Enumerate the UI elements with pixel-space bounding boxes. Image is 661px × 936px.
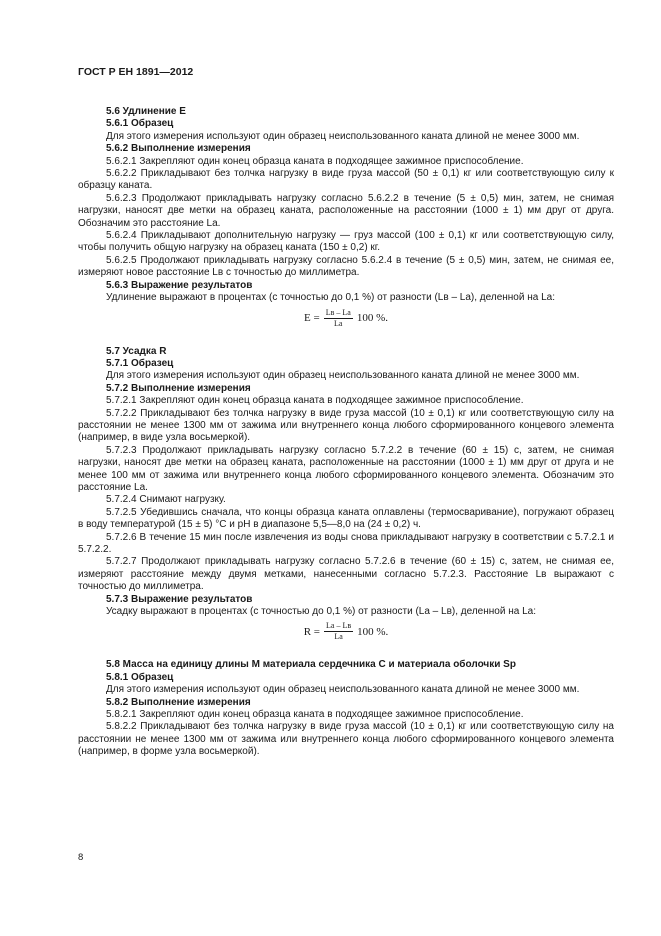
formula-tail: 100 %. — [356, 311, 388, 324]
subsection-heading: 5.6.1 Образец — [106, 118, 174, 130]
paragraph: 5.7.2.1 Закрепляют один конец образца каната в подходящее зажимное приспособление. — [106, 395, 524, 407]
formula-denominator: Lа — [334, 632, 343, 642]
paragraph: Для этого измерения используют один образец неиспользованного каната длиной не менее 3000 мм. — [106, 370, 580, 382]
document-body — [78, 94, 614, 759]
paragraph: 5.6.2.1 Закрепляют один конец образца каната в подходящее зажимное приспособление. — [106, 155, 524, 167]
paragraph: 5.6.2.4 Прикладывают дополнительную нагрузку — груз массой (100 ± 0,1) кг или соответствующую силу, чтобы получить общую нагрузку на образец каната (150 ± 0,2) кг. — [78, 230, 614, 254]
subsection-heading: 5.6.3 Выражение результатов — [106, 279, 253, 291]
formula-fraction — [324, 621, 353, 642]
paragraph: 5.7.2.7 Продолжают прикладывать нагрузку согласно 5.7.2.6 в течение (60 ± 15) с, затем, не снимая ее, измеряют расстояние между двумя метками, нанесенными согласно 5.7.2.3. Расстояние Lв выражают с точностью до миллиметра. — [78, 556, 614, 593]
formula-numerator: Lв – Lа — [325, 307, 351, 317]
formula — [78, 621, 614, 647]
paragraph: 5.6.2.2 Прикладывают без толчка нагрузку в виде груза массой (50 ± 0,1) кг или соответствующую силу к образцу каната. — [78, 168, 614, 192]
paragraph: 5.7.2.3 Продолжают прикладывать нагрузку согласно 5.7.2.2 в течение (60 ± 15) с, затем, не снимая нагрузки, наносят две метки на образец каната, расположенные на расстоянии (1000 ± 1) мм друг от друга и не менее 100 мм от зажима или внутреннего конца любого сформированного концевого элемента. Обозначим это расстояние Lа. — [78, 444, 614, 493]
subsection-heading: 5.8.2 Выполнение измерения — [106, 696, 251, 708]
formula-tail: 100 %. — [357, 625, 389, 638]
paragraph: 5.7.2.2 Прикладывают без толчка нагрузку в виде груза массой (10 ± 0,1) кг или соответствующую силу на расстоянии не менее 1300 мм от зажима или внутреннего конца любого сформированного концевого элемента (например, в виде узла восьмеркой). — [78, 407, 614, 444]
subsection-heading: 5.7.3 Выражение результатов — [106, 593, 253, 605]
formula — [78, 308, 614, 334]
subsection-heading: 5.8.1 Образец — [106, 671, 174, 683]
paragraph: 5.8.2.1 Закрепляют один конец образца каната в подходящее зажимное приспособление. — [106, 709, 524, 721]
paragraph: 5.6.2.3 Продолжают прикладывать нагрузку согласно 5.6.2.2 в течение (5 ± 0,5) мин, затем, не снимая нагрузки, наносят две метки на образец каната, расположенные на расстоянии (1000 ± 1) мм друг от друга. Обозначим это расстояние Lа. — [78, 192, 614, 229]
paragraph: 5.6.2.5 Продолжают прикладывать нагрузку согласно 5.6.2.4 в течение (5 ± 0,5) мин, затем, не снимая ее, измеряют новое расстояние Lв с точностью до миллиметра. — [78, 254, 614, 279]
page-number: 8 — [78, 852, 84, 863]
section-heading: 5.7 Усадка R — [106, 345, 167, 357]
formula-numerator: Lа – Lв — [326, 621, 352, 631]
paragraph: Усадку выражают в процентах (с точностью до 0,1 %) от разности (Lа – Lв), деленной на Lа: — [106, 606, 536, 618]
paragraph: 5.7.2.5 Убедившись сначала, что концы образца каната оплавлены (термосваривание), погружают образец в воду температурой (15 ± 5) °С и рН в диапазоне 5,5—8,0 на (24 ± 0,2) ч. — [78, 506, 614, 531]
subsection-heading: 5.6.2 Выполнение измерения — [106, 143, 251, 155]
section-heading: 5.6 Удлинение E — [106, 106, 186, 117]
section-heading: 5.8 Масса на единицу длины M материала сердечника C и материала оболочки Sр — [106, 659, 516, 671]
paragraph: Для этого измерения используют один образец неиспользованного каната длиной не менее 3000 мм. — [106, 684, 580, 696]
subsection-heading: 5.7.1 Образец — [106, 357, 174, 369]
paragraph: Удлинение выражают в процентах (с точностью до 0,1 %) от разности (Lв – Lа), деленной на Lа: — [106, 292, 555, 304]
formula-fraction — [324, 308, 353, 329]
formula-lhs: R = — [303, 625, 320, 638]
formula-lhs: E = — [304, 311, 320, 324]
paragraph: 5.7.2.6 В течение 15 мин после извлечения из воды снова прикладывают нагрузку в соответствии с 5.7.2.1 и 5.7.2.2. — [78, 531, 614, 555]
paragraph: Для этого измерения используют один образец неиспользованного каната длиной не менее 3000 мм. — [106, 130, 580, 142]
document-header: ГОСТ Р ЕН 1891—2012 — [78, 66, 194, 78]
subsection-heading: 5.7.2 Выполнение измерения — [106, 382, 251, 394]
formula-denominator: Lа — [334, 318, 343, 328]
paragraph: 5.7.2.4 Снимают нагрузку. — [106, 494, 226, 506]
paragraph: 5.8.2.2 Прикладывают без толчка нагрузку в виде груза массой (10 ± 0,1) кг или соответствующую силу на расстоянии не менее 1300 мм от зажима или внутреннего конца любого сформированного концевого элемента (например, в форме узла восьмеркой). — [78, 721, 614, 758]
